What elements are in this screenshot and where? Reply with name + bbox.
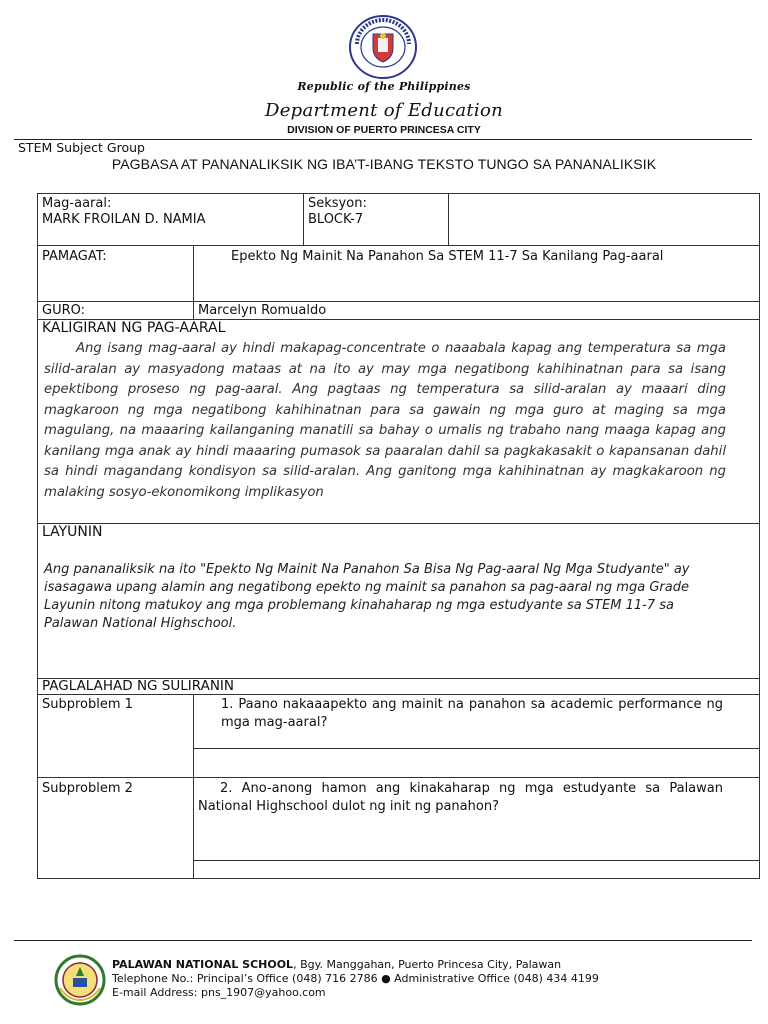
objective-text-line-4: Palawan National Highschool. <box>44 616 237 631</box>
section-value: BLOCK-7 <box>308 212 364 227</box>
title-label: PAMAGAT: <box>42 249 107 264</box>
footer-divider <box>14 940 752 941</box>
objective-text-line-1: Ang pananaliksik na ito "Epekto Ng Mainit Na Panahon Sa Bisa Ng Pag-aaral Ng Mga Studyante" ay <box>44 562 690 577</box>
research-form <box>37 193 760 879</box>
objective-text-line-2: isasagawa upang alamin ang negatibong epekto ng mainit sa panahon sa pag-aaral ng mga Grade <box>44 580 689 595</box>
footer-school-line <box>112 958 561 972</box>
objective-title: LAYUNIN <box>42 524 103 540</box>
group-label: STEM Subject Group <box>18 140 145 155</box>
subproblem-1-text: 1. Paano nakaaapekto ang mainit na panahon sa academic performance ng mga mag-aaral? <box>221 697 723 730</box>
footer-address: , Bgy. Manggahan, Puerto Princesa City, Palawan <box>293 958 562 971</box>
background-title: KALIGIRAN NG PAG-AARAL <box>42 320 226 336</box>
background-text: Ang isang mag-aaral ay hindi makapag-concentrate o naaabala kapag ang temperatura sa mga silid-aralan ay masyadong mataas at na ito ay may mga negatibong kahihinatnan para sa isang epektibong proseso ng pag-aaral. Ang pagtaas ng temperatura sa silid-aralan ay maaari ding magkaroon ng mga negatibong kahihinatnan para sa gawain ng mga guro at maging sa mga magulang, na maaaring kailanganing manatili sa bahay o umalis ng trabaho nang maaga kapag ang kanilang mga anak ay hindi maaaring pumasok sa paaralan dahil sa pagkakasakit o kapansanan dahil sa hindi magandang kondisyon sa silid-aralan. Ang ganitong mga kahihinatnan ay magkakaroon ng malaking sosyo-ekonomikong implikasyon <box>44 341 726 500</box>
deped-seal-icon <box>347 14 419 80</box>
teacher-label: GURO: <box>42 303 86 318</box>
republic-label: Republic of the Philippines <box>297 80 471 93</box>
subproblem-1-label: Subproblem 1 <box>42 697 133 712</box>
teacher-value: Marcelyn Romualdo <box>198 303 327 318</box>
section-label: Seksyon: <box>308 196 367 211</box>
subject-title: PAGBASA AT PANANALIKSIK NG IBA’T-IBANG TEKSTO TUNGO SA PANANALIKSIK <box>111 156 657 172</box>
objective-text-line-3: Layunin nitong matukoy ang mga problemang kinahaharap ng mga estudyante sa STEM 11-7 sa <box>44 598 675 613</box>
subproblem-2-label: Subproblem 2 <box>42 781 133 796</box>
division-label: DIVISION OF PUERTO PRINCESA CITY <box>287 124 481 136</box>
pns-logo-icon <box>54 954 106 1006</box>
subproblem-2-text: 2. Ano-anong hamon ang kinakaharap ng mga estudyante sa Palawan National Highschool dulot ng init ng panahon? <box>198 781 723 814</box>
department-title: Department of Education <box>264 100 504 121</box>
footer-school: PALAWAN NATIONAL SCHOOL <box>112 958 294 971</box>
title-value: Epekto Ng Mainit Na Panahon Sa STEM 11-7 Sa Kanilang Pag-aaral <box>231 249 664 264</box>
student-label: Mag-aaral: <box>42 196 112 211</box>
student-name: MARK FROILAN D. NAMIA <box>42 212 206 227</box>
footer-email: E-mail Address: pns_1907@yahoo.com <box>112 986 326 999</box>
problems-title: PAGLALAHAD NG SULIRANIN <box>42 678 234 694</box>
footer-phone: Telephone No.: Principal’s Office (048) 716 2786 ● Administrative Office (048) 434 4199 <box>112 972 599 985</box>
